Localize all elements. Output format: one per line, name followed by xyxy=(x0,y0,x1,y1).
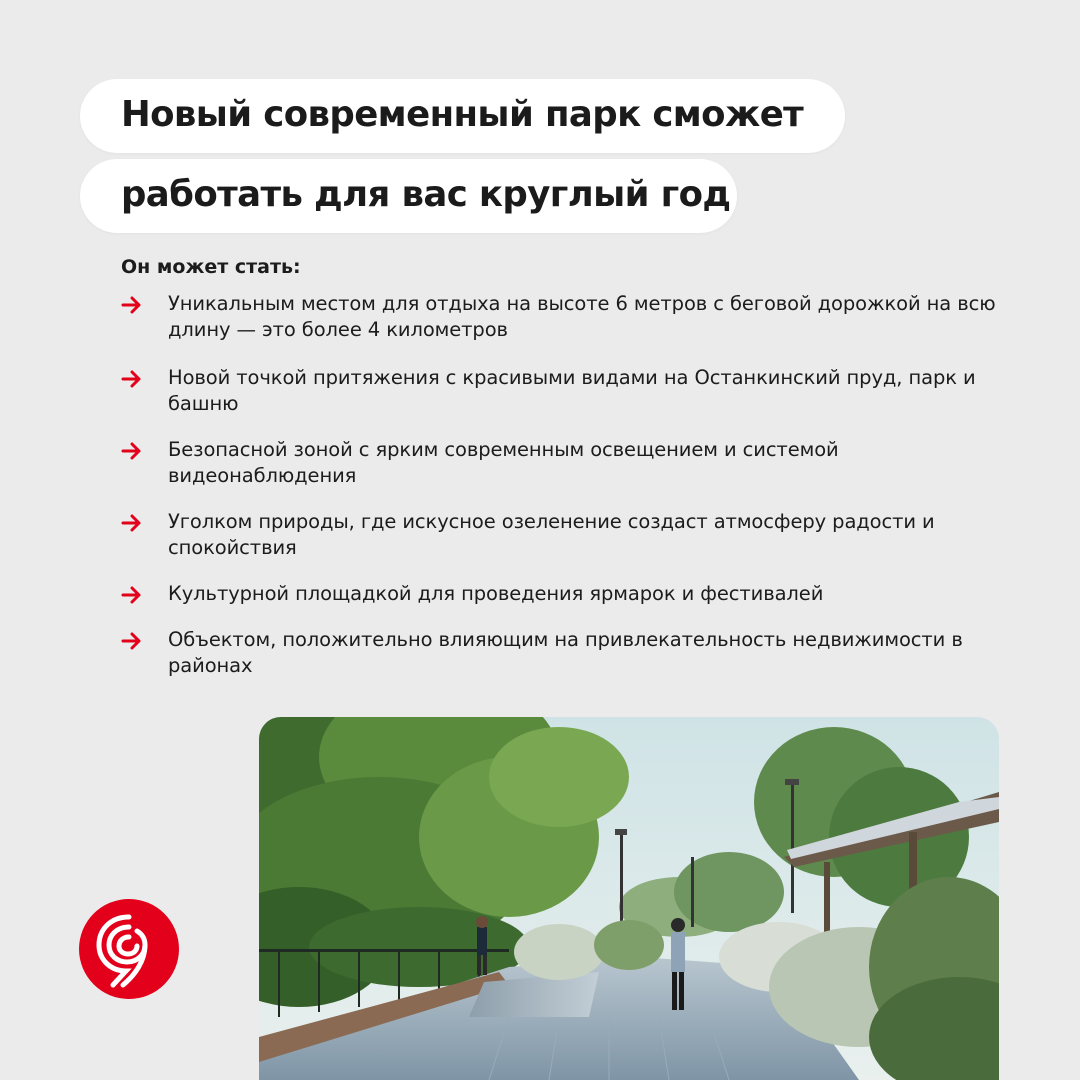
arrow-right-icon xyxy=(121,513,143,533)
arrow-right-icon xyxy=(121,585,143,605)
bullet-text: Уникальным местом для отдыха на высоте 6 метров с беговой дорожкой на всю длину — это более 4 километров xyxy=(168,292,996,341)
arrow-right-icon xyxy=(121,631,143,651)
subtitle: Он может стать: xyxy=(121,256,301,278)
page-title-line-2: работать для вас круглый год xyxy=(121,174,731,215)
page-title-line-1: Новый современный парк сможет xyxy=(121,94,804,135)
bullet-text: Безопасной зоной с ярким современным освещением и системой видеонаблюдения xyxy=(168,438,839,487)
park-photo xyxy=(259,717,999,1080)
bullet-text: Объектом, положительно влияющим на привлекательность недвижимости в районах xyxy=(168,628,963,677)
bullet-text: Уголком природы, где искусное озеленение создаст атмосферу радости и спокойствия xyxy=(168,510,935,559)
moscow-logo-icon xyxy=(79,899,179,999)
bullet-text: Культурной площадкой для проведения ярмарок и фестивалей xyxy=(168,582,824,605)
arrow-right-icon xyxy=(121,369,143,389)
arrow-right-icon xyxy=(121,295,143,315)
bullet-text: Новой точкой притяжения с красивыми видами на Останкинский пруд, парк и башню xyxy=(168,366,976,415)
arrow-right-icon xyxy=(121,441,143,461)
